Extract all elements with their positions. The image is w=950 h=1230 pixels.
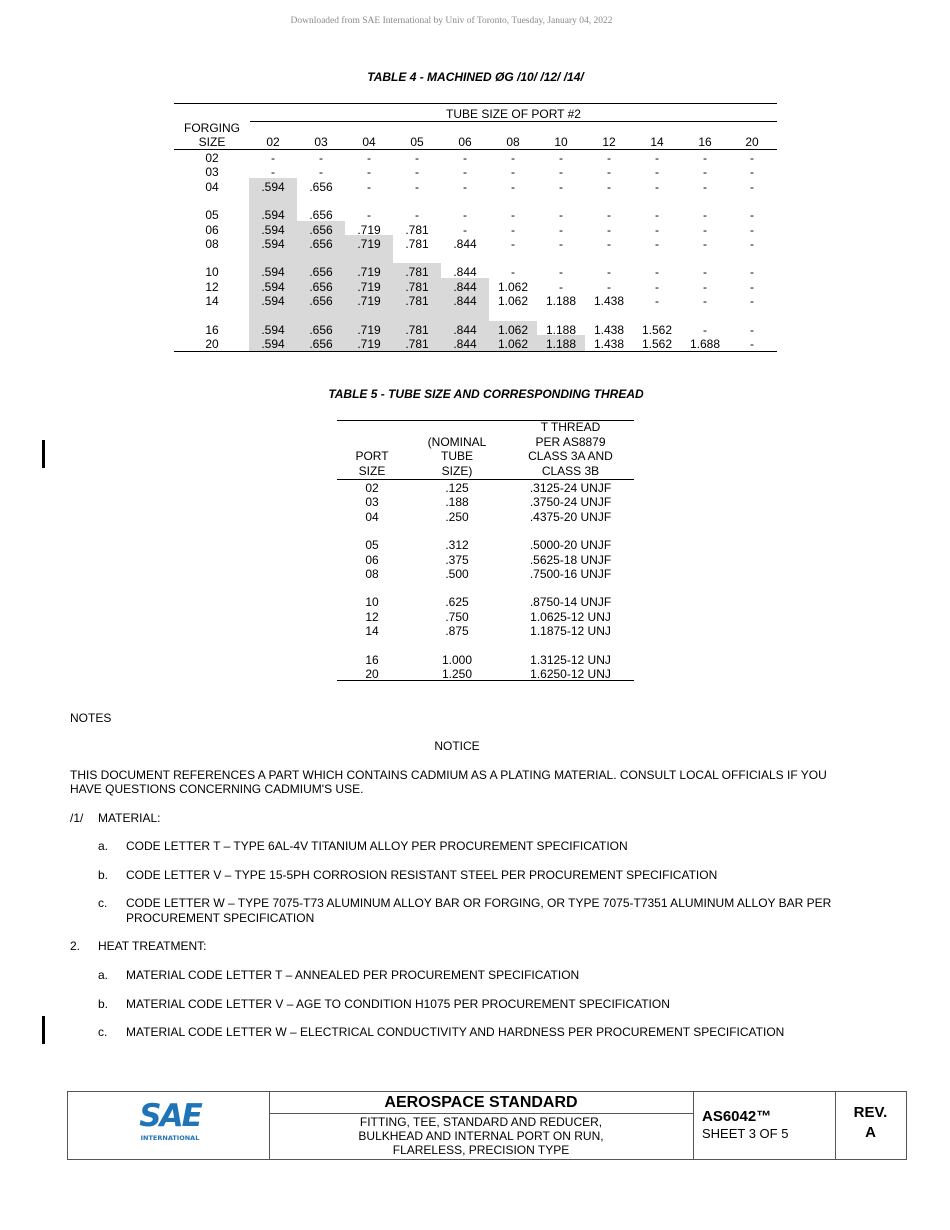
table4-cell: - [511,180,515,194]
table5-thread: 1.3125-12 UNJ [530,653,611,667]
table5-port-size: 04 [365,510,379,524]
table4-cell: - [607,165,611,179]
heat-item-text: MATERIAL CODE LETTER W – ELECTRICAL CONDUCTIVITY AND HARDNESS PER PROCUREMENT SPECIFICATION [126,1025,785,1039]
table4-cell: .844 [453,237,477,251]
table4-cell: - [319,151,323,165]
download-watermark: Downloaded from SAE International by Univ of Toronto, Tuesday, January 04, 2022 [290,16,613,26]
table4-cell: .594 [261,280,285,294]
table4-cell: .594 [261,337,285,351]
title-block-divider [693,1091,694,1159]
table4-cell: - [750,151,754,165]
table4-cell: 1.188 [545,294,577,308]
table5-port-size: 14 [365,624,379,638]
material-item-text: CODE LETTER W – TYPE 7075-T73 ALUMINUM ALLOY BAR OR FORGING, OR TYPE 7075-T7351 ALUMINUM ALLOY BAR PER [126,896,832,910]
table4-column-header: 04 [362,135,376,149]
table5-title: TABLE 5 - TUBE SIZE AND CORRESPONDING THREAD [328,387,644,401]
heat-item-text: MATERIAL CODE LETTER V – AGE TO CONDITION H1075 PER PROCUREMENT SPECIFICATION [126,997,670,1011]
notice-text: HAVE QUESTIONS CONCERNING CADMIUM'S USE. [70,782,364,796]
table4-cell: - [271,165,275,179]
table4-cell: .844 [453,265,477,279]
part-description: FITTING, TEE, STANDARD AND REDUCER, [359,1115,603,1129]
table4-forging-size: 02 [205,151,219,165]
table4-cell: .719 [357,223,381,237]
table4-cell: - [655,265,659,279]
sae-logo [130,1098,210,1151]
table4-forging-size: 16 [205,323,219,337]
table4-cell: - [511,208,515,222]
table5-thread: .4375-20 UNJF [529,510,612,524]
table4-row-header: SIZE [198,135,226,149]
table4-cell: - [703,265,707,279]
table4-cell: .656 [309,208,333,222]
table5-header: TUBE [440,449,473,463]
table4-column-header: 08 [506,135,520,149]
table5-thread: .5625-18 UNJF [529,553,612,567]
table4-cell: - [607,180,611,194]
table4-cell: - [559,180,563,194]
table4-cell: - [511,223,515,237]
table4-cell: .781 [405,337,429,351]
table5-tube-size: .375 [445,553,469,567]
table5-tube-size: .500 [445,567,469,581]
table5-header: PORT [355,449,389,463]
table4-cell: .781 [405,265,429,279]
table4-column-header: 14 [650,135,664,149]
table4-cell: .594 [261,323,285,337]
table4-cell: 1.688 [689,337,721,351]
title-block-divider [269,1113,693,1114]
table4-cell: .844 [453,337,477,351]
table4-cell: - [271,151,275,165]
heat-label: HEAT TREATMENT: [98,939,207,953]
material-item-text: CODE LETTER V – TYPE 15-5PH CORROSION RESISTANT STEEL PER PROCUREMENT SPECIFICATION [126,868,718,882]
table5-header: PER AS8879 [535,434,606,449]
table4-cell: - [367,151,371,165]
material-item-letter: a. [98,839,109,853]
table5-port-size: 10 [365,595,379,609]
table4-cell: .594 [261,223,285,237]
table4-cell: - [559,165,563,179]
material-item-letter: c. [98,896,108,910]
table4-cell: - [750,223,754,237]
table4-rule [174,149,777,150]
table4-column-header: 05 [410,135,424,149]
table4-cell: .656 [309,337,333,351]
table4-cell: - [463,151,467,165]
table4-cell: - [415,208,419,222]
table4-cell: - [463,180,467,194]
table4-cell: .719 [357,237,381,251]
table4-cell: 1.188 [545,323,577,337]
material-number: /1/ [70,811,84,825]
table4-cell: .781 [405,223,429,237]
table4-cell: .656 [309,323,333,337]
table5-port-size: 08 [365,567,379,581]
table4-forging-size: 05 [205,208,219,222]
table4-cell: - [367,208,371,222]
table4-cell: 1.438 [593,294,625,308]
table4-group-header: TUBE SIZE OF PORT #2 [446,107,581,121]
notice-text: THIS DOCUMENT REFERENCES A PART WHICH CONTAINS CADMIUM AS A PLATING MATERIAL. CONSULT LOCAL OFFICIALS IF YOU [70,768,827,782]
table4-cell: 1.062 [497,294,529,308]
table5-tube-size: .312 [445,538,469,552]
table4-cell: - [655,223,659,237]
table4-cell: - [655,237,659,251]
table4-cell: - [655,294,659,308]
table4-cell: - [750,237,754,251]
table5-thread: 1.6250-12 UNJ [530,667,611,681]
table4-cell: - [703,151,707,165]
table4-cell: .781 [405,294,429,308]
table4-cell: - [750,165,754,179]
table5-port-size: 05 [365,538,379,552]
table5-tube-size: .625 [445,595,469,609]
table4-cell: - [607,223,611,237]
table4-cell: 1.438 [593,337,625,351]
table4-cell: - [750,180,754,194]
heat-item-letter: a. [98,968,109,982]
table5-header: T THREAD [540,420,601,434]
table5-thread: 1.1875-12 UNJ [530,624,611,638]
table4-cell: - [703,294,707,308]
material-item-letter: b. [98,868,109,882]
table4-cell: .594 [261,180,285,194]
table4-forging-size: 08 [205,237,219,251]
table4-forging-size: 10 [205,265,219,279]
table4-cell: - [703,208,707,222]
heat-item-letter: c. [98,1025,108,1039]
table4-cell: - [511,237,515,251]
table4-forging-size: 04 [205,180,219,194]
table4-cell: - [655,151,659,165]
table5-header: CLASS 3A AND [528,449,613,463]
table5-thread: .5000-20 UNJF [529,538,612,552]
table5-port-size: 06 [365,553,379,567]
part-description: FLARELESS, PRECISION TYPE [392,1143,570,1157]
table4-cell: .594 [261,208,285,222]
table4-cell: .844 [453,280,477,294]
table4-forging-size: 20 [205,337,219,351]
table4-column-header: 10 [554,135,568,149]
table4-cell: .719 [357,323,381,337]
table4-cell: .844 [453,323,477,337]
table4-cell: - [415,165,419,179]
table5-port-size: 12 [365,610,379,624]
table4-cell: .844 [453,294,477,308]
table4-cell: - [415,151,419,165]
table4-cell: - [750,337,754,351]
table5-port-size: 02 [365,481,379,495]
table4-cell: - [750,265,754,279]
table4-cell: - [559,265,563,279]
table4-cell: - [655,165,659,179]
table4-cell: - [415,180,419,194]
table4-cell: .719 [357,337,381,351]
table4-rule [174,103,777,104]
table5-tube-size: 1.000 [441,653,473,667]
table4-cell: 1.438 [593,323,625,337]
table4-cell: - [559,280,563,294]
table4-cell: - [559,237,563,251]
table5-port-size: 20 [365,667,379,681]
table4-column-header: 06 [458,135,472,149]
revision-bar [42,440,45,468]
table5-thread: 1.0625-12 UNJ [530,610,611,624]
table4-cell: .781 [405,280,429,294]
table4-cell: - [703,165,707,179]
table5-tube-size: .875 [445,624,469,638]
table4-rule [250,121,777,122]
table4-cell: .656 [309,237,333,251]
table4-cell: .719 [357,265,381,279]
table4-cell: .781 [405,237,429,251]
table5-thread: .8750-14 UNJF [529,595,612,609]
heat-number: 2. [70,939,81,953]
table4-cell: - [559,223,563,237]
table4-cell: - [703,223,707,237]
table5-tube-size: .188 [445,495,469,509]
table4-cell: .719 [357,280,381,294]
table4-cell: - [703,280,707,294]
table4-column-header: 20 [745,135,759,149]
table4-cell: .656 [309,180,333,194]
table4-cell: .719 [357,294,381,308]
table4-cell: - [655,180,659,194]
table5-port-size: 03 [365,495,379,509]
table4-cell: - [607,208,611,222]
table5-thread: .3125-24 UNJF [529,481,612,495]
table4-cell: - [607,280,611,294]
table4-column-header: 02 [266,135,280,149]
table4-title: TABLE 4 - MACHINED ØG /10/ /12/ /14/ [367,70,584,84]
table4-cell: - [367,180,371,194]
table4-forging-size: 03 [205,165,219,179]
table4-cell: .781 [405,323,429,337]
table4-cell: - [463,223,467,237]
table5-header: SIZE [358,463,386,478]
table4-cell: - [655,208,659,222]
material-item-text: CODE LETTER T – TYPE 6AL-4V TITANIUM ALLOY PER PROCUREMENT SPECIFICATION [126,839,628,853]
heat-item-letter: b. [98,997,109,1011]
table4-cell: - [655,280,659,294]
table4-column-header: 12 [602,135,616,149]
table4-cell: .594 [261,237,285,251]
table5-port-size: 16 [365,653,379,667]
table4-forging-size: 12 [205,280,219,294]
material-label: MATERIAL: [98,811,161,825]
material-item-text: PROCUREMENT SPECIFICATION [126,911,315,925]
table4-cell: 1.062 [497,280,529,294]
table4-cell: - [559,151,563,165]
table4-cell: - [607,237,611,251]
table4-rule [174,351,777,352]
revision-bar [42,1016,45,1044]
table4-cell: - [607,265,611,279]
table4-cell: .656 [309,223,333,237]
part-description: BULKHEAD AND INTERNAL PORT ON RUN, [358,1129,604,1143]
table4-cell: .594 [261,294,285,308]
sheet-number: SHEET 3 OF 5 [702,1126,789,1141]
heat-item-text: MATERIAL CODE LETTER T – ANNEALED PER PROCUREMENT SPECIFICATION [126,968,580,982]
table4-cell: 1.562 [641,323,673,337]
table5-rule [337,479,634,480]
table4-cell: 1.062 [497,323,529,337]
table4-cell: - [750,294,754,308]
table4-cell: - [750,208,754,222]
table4-row-header: FORGING [184,121,240,135]
table5-tube-size: 1.250 [441,667,473,681]
table5-header: (NOMINAL [427,434,487,449]
table4-column-header: 03 [314,135,328,149]
table4-cell: - [607,151,611,165]
table4-cell: - [703,323,707,337]
table5-header: CLASS 3B [541,463,600,478]
revision-label: REV. [853,1104,888,1121]
table4-cell: 1.562 [641,337,673,351]
table4-forging-size: 06 [205,223,219,237]
table5-tube-size: .750 [445,610,469,624]
notice-title: NOTICE [434,739,480,753]
table4-cell: - [367,165,371,179]
table4-cell: - [463,165,467,179]
table4-cell: - [511,151,515,165]
table5-thread: .7500-16 UNJF [529,567,612,581]
table4-cell: - [559,208,563,222]
table4-cell: .656 [309,280,333,294]
table4-forging-size: 14 [205,294,219,308]
table5-tube-size: .125 [445,481,469,495]
document-number: AS6042™ [702,1108,772,1125]
table4-cell: - [511,265,515,279]
sae-logo-subtext: INTERNATIONAL [140,1134,200,1142]
table4-cell: - [750,280,754,294]
table5-header: SIZE) [441,463,473,478]
table5-tube-size: .250 [445,510,469,524]
table4-cell: - [703,237,707,251]
table4-cell: - [319,165,323,179]
table4-cell: - [750,323,754,337]
revision-value: A [865,1124,876,1141]
table4-cell: .656 [309,294,333,308]
table4-cell: - [511,165,515,179]
notes-heading: NOTES [70,711,112,725]
table4-cell: 1.188 [545,337,577,351]
table4-cell: 1.062 [497,337,529,351]
table4-cell: - [703,180,707,194]
table4-cell: .594 [261,265,285,279]
table4-column-header: 16 [698,135,712,149]
table5-thread: .3750-24 UNJF [529,495,612,509]
table4-cell: .656 [309,265,333,279]
table4-cell: - [463,208,467,222]
sae-logo-text: SAE [139,1098,201,1134]
standard-heading: AEROSPACE STANDARD [384,1094,578,1111]
